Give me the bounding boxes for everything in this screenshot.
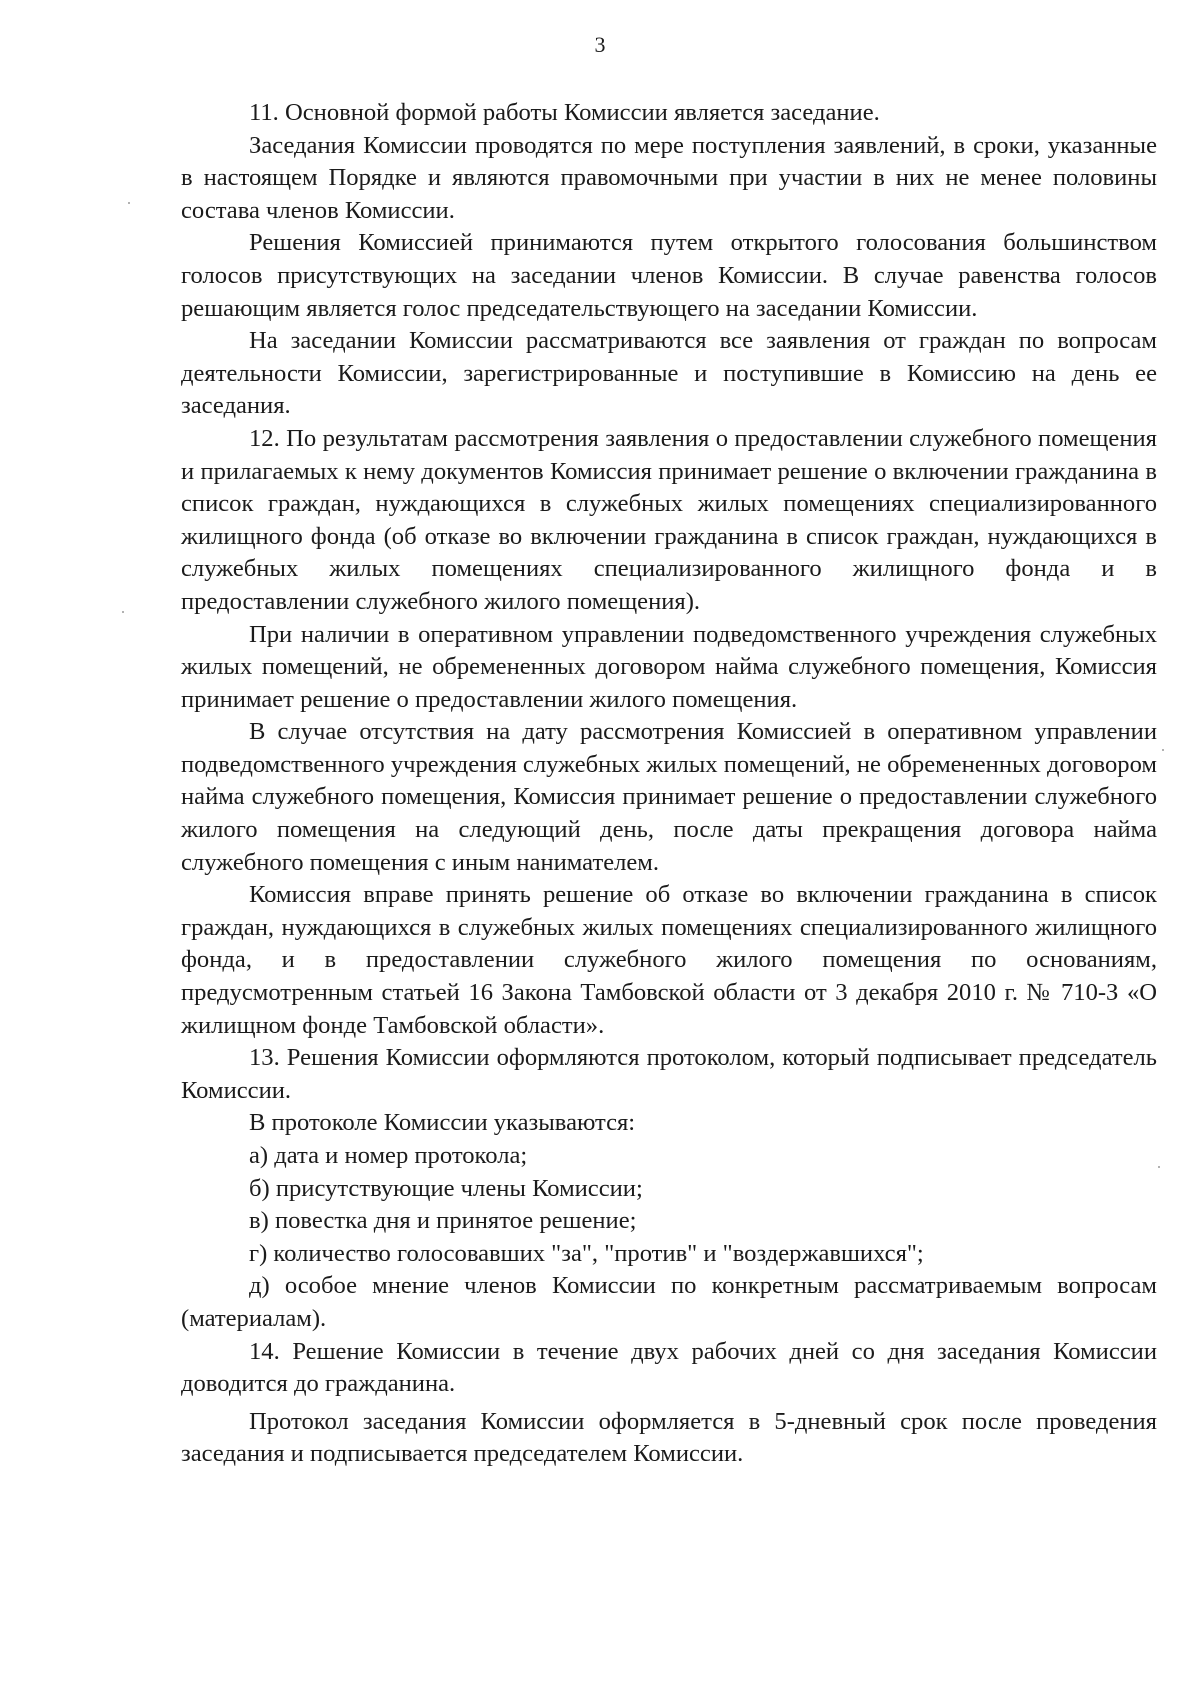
document-body bbox=[181, 97, 1157, 1471]
list-item: г) количество голосовавших "за", "против" и "воздержавшихся"; bbox=[249, 1239, 924, 1267]
scan-speck bbox=[122, 611, 124, 613]
list-item: б) присутствующие члены Комиссии; bbox=[249, 1174, 643, 1202]
list-item: в) повестка дня и принятое решение; bbox=[249, 1207, 637, 1235]
paragraph-absence-case: В случае отсутствия на дату рассмотрения Комиссией в оперативном управлении подведомственного учреждения служебных жилых помещений, не обремененных договором найма служебного помещения, Комиссия принимает решение о предоставлении служебного жилого помещения на следующий день, после даты прекращения договора найма служебного помещения с иным нанимателем. bbox=[181, 718, 1157, 876]
page-number: 3 bbox=[594, 32, 606, 57]
paragraph-protocol-deadline: Протокол заседания Комиссии оформляется в 5-дневный срок после проведения заседания и подписывается председателем Комиссии. bbox=[181, 1407, 1157, 1468]
paragraph-11: 11. Основной формой работы Комиссии является заседание. bbox=[249, 99, 880, 126]
list-item: д) особое мнение членов Комиссии по конкретным рассматриваемым вопросам (материалам). bbox=[181, 1272, 1157, 1332]
paragraph-14: 14. Решение Комиссии в течение двух рабочих дней со дня заседания Комиссии доводится до гражданина. bbox=[181, 1337, 1157, 1398]
paragraph-operational-management: При наличии в оперативном управлении подведомственного учреждения служебных жилых помещений, не обремененных договором найма служебного помещения, Комиссия принимает решение о предоставлении жилого помещения. bbox=[181, 620, 1157, 713]
list-item: а) дата и номер протокола; bbox=[249, 1142, 528, 1169]
scan-speck bbox=[128, 202, 130, 204]
paragraph-decisions: Решения Комиссией принимаются путем открытого голосования большинством голосов присутствующих на заседании членов Комиссии. В случае равенства голосов решающим является голос председательствующего на заседании Комиссии. bbox=[181, 229, 1157, 322]
paragraph-protocol-contents: В протоколе Комиссии указываются: bbox=[249, 1109, 636, 1137]
paragraph-13: 13. Решения Комиссии оформляются протоколом, который подписывает председатель Комиссии. bbox=[181, 1044, 1157, 1104]
paragraph-12: 12. По результатам рассмотрения заявления о предоставлении служебного помещения и прилагаемых к нему документов Комиссия принимает решение о включении гражданина в список граждан, нуждающихся в служебных жилых помещениях специализированного жилищного фонда (об отказе во включении гражданина в список граждан, нуждающихся в служебных жилых помещениях специализированного жилищного фонда и в предоставлении служебного жилого помещения). bbox=[181, 424, 1157, 615]
scan-speck bbox=[1162, 749, 1164, 751]
paragraph-refusal: Комиссия вправе принять решение об отказе во включении гражданина в список граждан, нуждающихся в служебных жилых помещениях специализированного жилищного фонда, и в предоставлении служебного жилого помещения по основаниям, предусмотренным статьей 16 Закона Тамбовской области от 3 декабря 2010 г. № 710-З «О жилищном фонде Тамбовской области». bbox=[181, 881, 1157, 1039]
scan-speck bbox=[1158, 1166, 1160, 1168]
paragraph-meetings: Заседания Комиссии проводятся по мере поступления заявлений, в сроки, указанные в настоящем Порядке и являются правомочными при участии в них не менее половины состава членов Комиссии. bbox=[181, 131, 1157, 224]
paragraph-applications: На заседании Комиссии рассматриваются все заявления от граждан по вопросам деятельности Комиссии, зарегистрированные и поступившие в Комиссию на день ее заседания. bbox=[181, 327, 1157, 420]
